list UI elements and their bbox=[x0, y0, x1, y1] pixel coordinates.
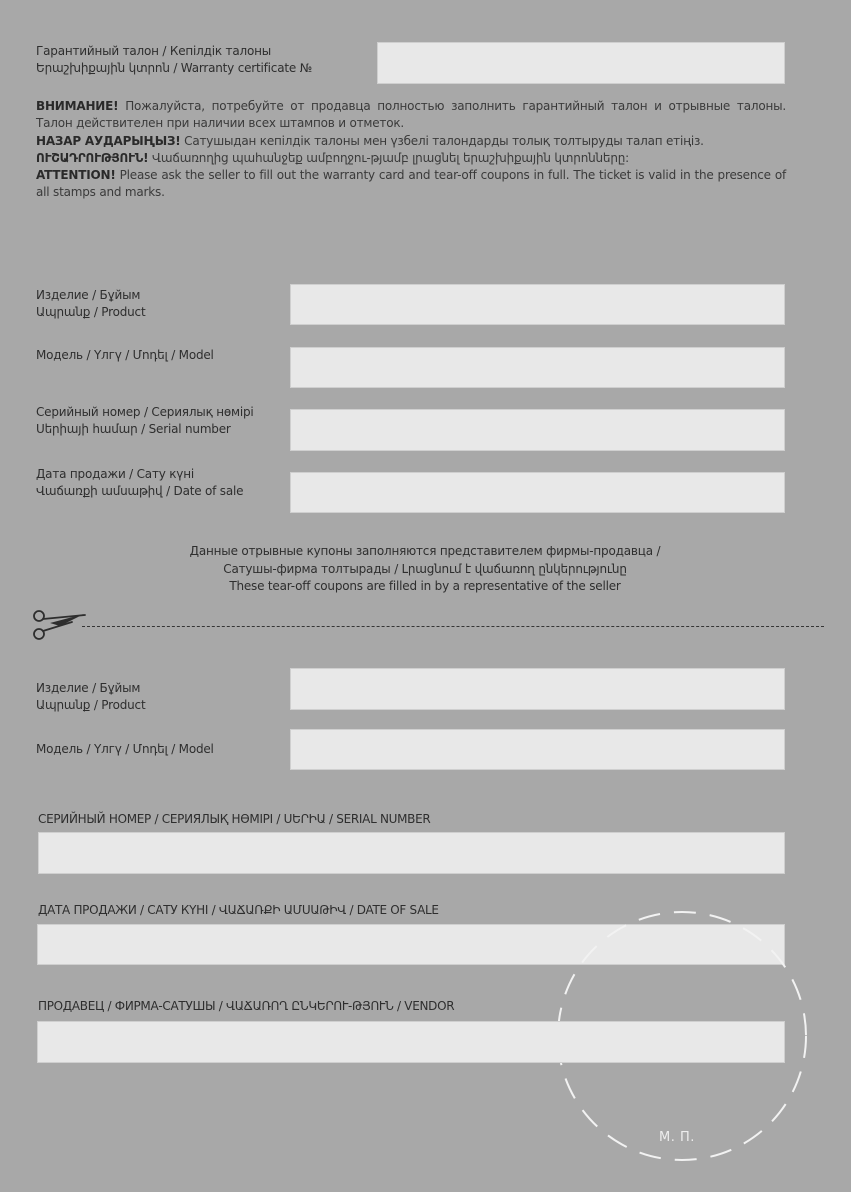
notice-kz: НАЗАР АУДАРЫҢЫЗ! Сатушыдан кепілдік талоны мен үзбелі талондарды толық толтыруды талап етіңіз. bbox=[36, 133, 704, 148]
coupon-date-label: ДАТА ПРОДАЖИ / САТУ КҮНІ / ՎԱՃԱՌՔԻ ԱՄՍԱԹԻՎ / DATE OF SALE bbox=[38, 903, 439, 917]
coupon-product-field[interactable] bbox=[290, 668, 785, 710]
date-of-sale-label: Дата продажи / Сату күні Վաճառքի ամսաթիվ / Date of sale bbox=[36, 467, 244, 498]
certificate-title-line1: Гарантийный талон / Кепілдік талоны bbox=[36, 44, 272, 58]
certificate-title-line2: Երաշխիքային կտրոն / Warranty certificate № bbox=[36, 61, 312, 75]
coupon-serial-field[interactable] bbox=[38, 832, 785, 874]
coupon-caption: Данные отрывные купоны заполняются представителем фирмы-продавца / Сатушы-фирма толтырады / Լրացնում է վաճառող ընկերությունը These tear-off coupons are filled in by a representative of the seller bbox=[189, 544, 661, 593]
cut-line bbox=[82, 626, 824, 627]
coupon-model-field[interactable] bbox=[290, 729, 785, 770]
serial-number-label: Серийный номер / Сериялық нөмірі Սերիայի համար / Serial number bbox=[36, 405, 254, 436]
model-field[interactable] bbox=[290, 347, 785, 388]
notice-en: ATTENTION! Please ask the seller to fill out the warranty card and tear-off coupons in full. The ticket is valid in the presence of all stamps and marks. bbox=[36, 168, 786, 200]
serial-number-field[interactable] bbox=[290, 409, 785, 451]
model-label: Модель / Үлгү / Մոդել / Model bbox=[36, 348, 214, 362]
notice-ru: ВНИМАНИЕ! Пожалуйста, потребуйте от продавца полностью заполнить гарантийный талон и отрывные талоны. Талон действителен при наличии всех штампов и отметок. bbox=[36, 99, 786, 131]
attention-notice bbox=[36, 98, 786, 202]
coupon-vendor-field[interactable] bbox=[37, 1021, 785, 1063]
date-of-sale-field[interactable] bbox=[290, 472, 785, 513]
coupon-serial-label: СЕРИЙНЫЙ НОМЕР / СЕРИЯЛЫҚ НӨМІРІ / ՍԵՐԻԱ / SERIAL NUMBER bbox=[38, 812, 431, 826]
scissors-icon bbox=[30, 608, 86, 642]
coupon-vendor-label: ПРОДАВЕЦ / ФИРМА-САТУШЫ / ՎԱՃԱՌՈՂ ԸՆԿԵՐՈՒ-ԹՅՈՒՆ / VENDOR bbox=[38, 999, 455, 1013]
product-field[interactable] bbox=[290, 284, 785, 325]
certificate-title bbox=[36, 43, 312, 77]
coupon-product-label: Изделие / Бұйым Ապրանք / Product bbox=[36, 681, 146, 712]
notice-am: ՈՒՇԱԴՐՈՒԹՅՈՒՆ! Վաճառողից պահանջեք ամբողջու-թյամբ լրացնել երաշխիքային կտրոնները: bbox=[36, 150, 629, 165]
product-label: Изделие / Бұйым Ապրանք / Product bbox=[36, 288, 146, 319]
stamp-place-label: М. П. bbox=[659, 1130, 695, 1145]
certificate-number-field[interactable] bbox=[377, 42, 785, 84]
coupon-model-label: Модель / Үлгү / Մոդել / Model bbox=[36, 742, 214, 756]
